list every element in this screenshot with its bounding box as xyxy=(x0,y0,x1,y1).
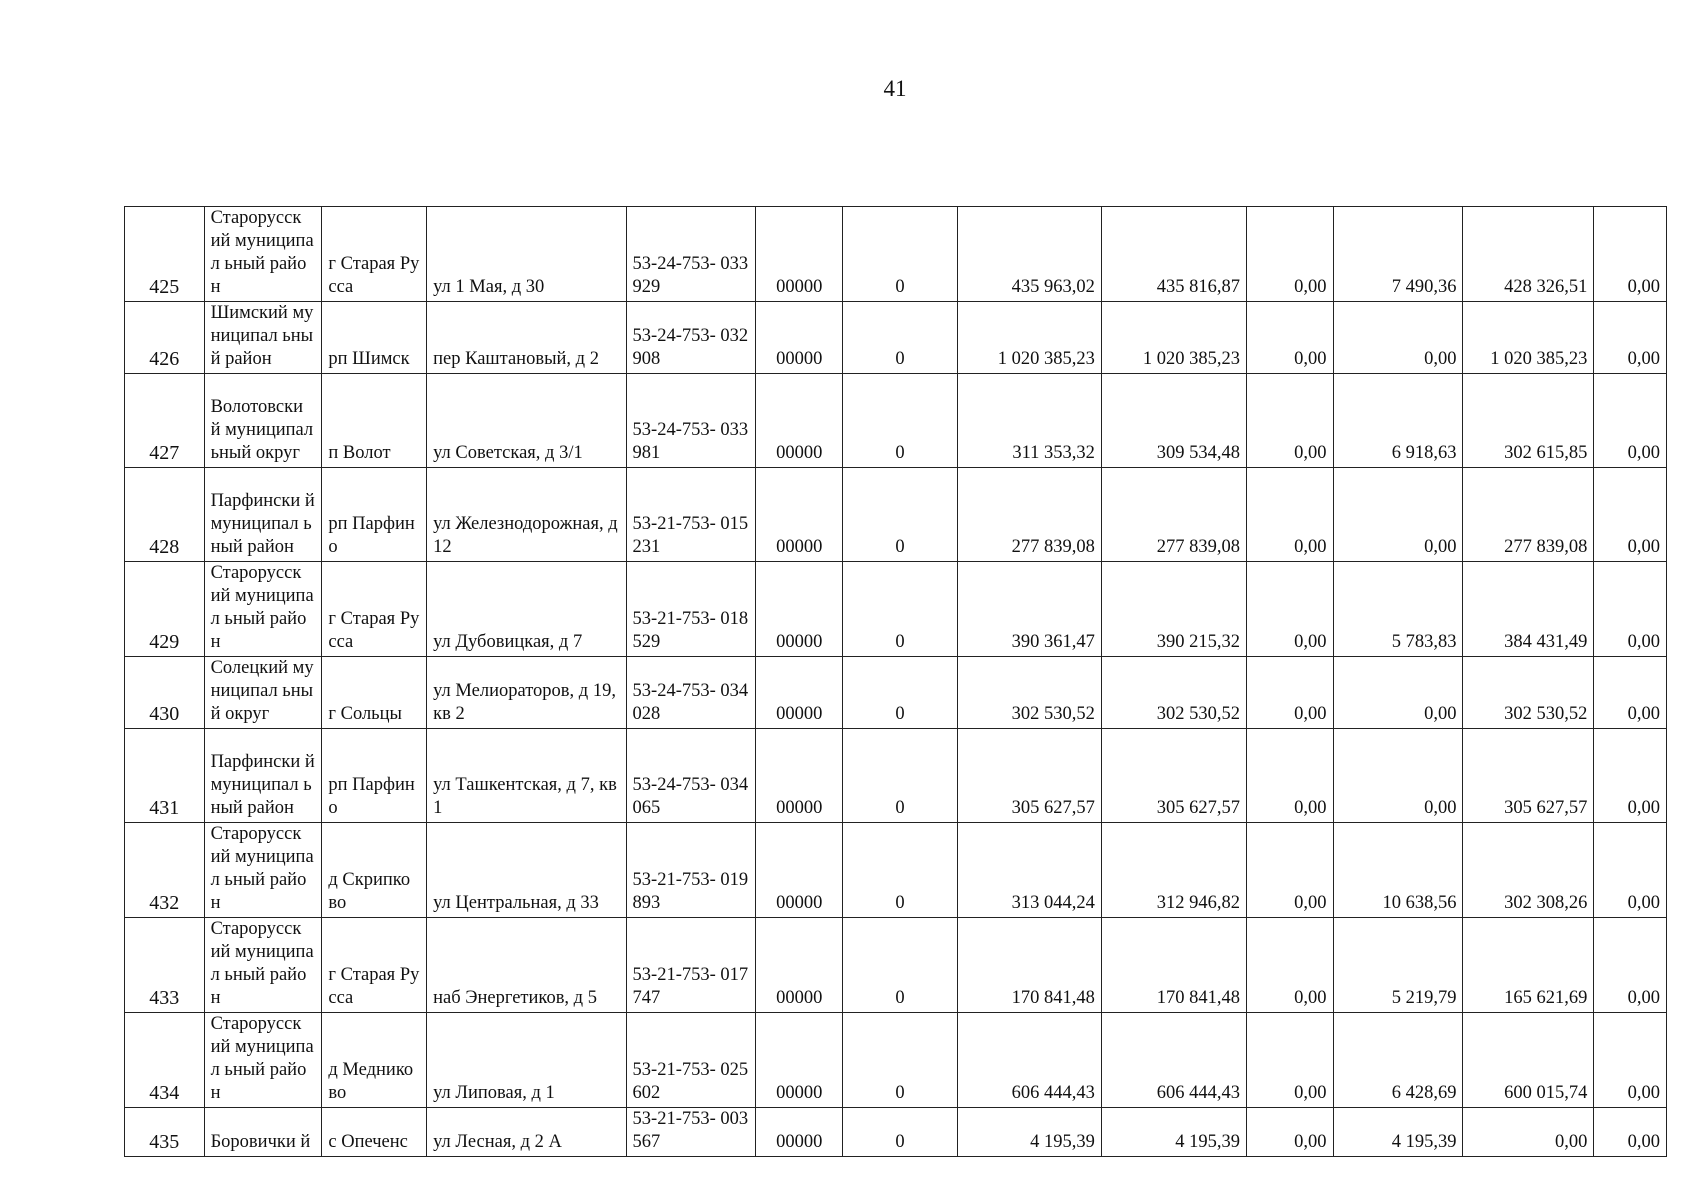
total-amount-cell: 170 841,48 xyxy=(957,918,1101,1013)
amount-2-cell: 0,00 xyxy=(1246,823,1333,918)
locality-cell: рп Парфино xyxy=(322,468,427,562)
amount-3-cell: 7 490,36 xyxy=(1333,207,1463,302)
amount-2-cell: 0,00 xyxy=(1246,562,1333,657)
registration-number-cell: 53-24-753- 033929 xyxy=(626,207,756,302)
code-cell: 00000 xyxy=(756,729,843,823)
code-cell: 00000 xyxy=(756,468,843,562)
table-row xyxy=(125,1108,1667,1157)
amount-3-cell: 5 219,79 xyxy=(1333,918,1463,1013)
flag-cell: 0 xyxy=(843,1108,958,1157)
registration-number-cell: 53-21-753- 025602 xyxy=(626,1013,756,1108)
code-cell: 00000 xyxy=(756,562,843,657)
total-amount-cell: 311 353,32 xyxy=(957,374,1101,468)
address-cell: ул Мелиораторов, д 19, кв 2 xyxy=(427,657,626,729)
amount-5-cell: 0,00 xyxy=(1594,729,1667,823)
amount-1-cell: 4 195,39 xyxy=(1101,1108,1246,1157)
table-row xyxy=(125,207,1667,302)
locality-cell: г Старая Русса xyxy=(322,207,427,302)
amount-5-cell: 0,00 xyxy=(1594,374,1667,468)
address-cell: ул Лесная, д 2 А xyxy=(427,1108,626,1157)
locality-cell: г Сольцы xyxy=(322,657,427,729)
amount-4-cell: 1 020 385,23 xyxy=(1463,302,1594,374)
registry-table xyxy=(124,206,1667,1157)
amount-1-cell: 435 816,87 xyxy=(1101,207,1246,302)
table-body xyxy=(125,207,1667,1157)
amount-3-cell: 0,00 xyxy=(1333,468,1463,562)
address-cell: ул Липовая, д 1 xyxy=(427,1013,626,1108)
amount-3-cell: 0,00 xyxy=(1333,729,1463,823)
amount-3-cell: 0,00 xyxy=(1333,302,1463,374)
locality-cell: д Скрипко во xyxy=(322,823,427,918)
amount-2-cell: 0,00 xyxy=(1246,657,1333,729)
address-cell: наб Энергетиков, д 5 xyxy=(427,918,626,1013)
registration-number-cell: 53-24-753- 032908 xyxy=(626,302,756,374)
district-cell: Боровички й xyxy=(204,1108,322,1157)
total-amount-cell: 302 530,52 xyxy=(957,657,1101,729)
table-row xyxy=(125,562,1667,657)
code-cell: 00000 xyxy=(756,207,843,302)
registration-number-cell: 53-21-753- 018529 xyxy=(626,562,756,657)
amount-4-cell: 0,00 xyxy=(1463,1108,1594,1157)
district-cell: Старорусск ий муниципал ьный район xyxy=(204,562,322,657)
address-cell: ул 1 Мая, д 30 xyxy=(427,207,626,302)
district-cell: Парфински й муниципал ьный район xyxy=(204,729,322,823)
flag-cell: 0 xyxy=(843,918,958,1013)
amount-1-cell: 305 627,57 xyxy=(1101,729,1246,823)
code-cell: 00000 xyxy=(756,1013,843,1108)
registration-number-cell: 53-21-753- 003567 xyxy=(626,1108,756,1157)
locality-cell: рп Парфино xyxy=(322,729,427,823)
amount-4-cell: 384 431,49 xyxy=(1463,562,1594,657)
amount-5-cell: 0,00 xyxy=(1594,207,1667,302)
amount-4-cell: 302 530,52 xyxy=(1463,657,1594,729)
address-cell: ул Советская, д 3/1 xyxy=(427,374,626,468)
row-number: 428 xyxy=(125,468,205,562)
registration-number-cell: 53-24-753- 034028 xyxy=(626,657,756,729)
address-cell: пер Каштановый, д 2 xyxy=(427,302,626,374)
amount-5-cell: 0,00 xyxy=(1594,823,1667,918)
table-row xyxy=(125,374,1667,468)
flag-cell: 0 xyxy=(843,657,958,729)
amount-2-cell: 0,00 xyxy=(1246,1108,1333,1157)
district-cell: Парфински й муниципал ьный район xyxy=(204,468,322,562)
amount-3-cell: 10 638,56 xyxy=(1333,823,1463,918)
district-cell: Волотовски й муниципал ьный округ xyxy=(204,374,322,468)
locality-cell: г Старая Русса xyxy=(322,918,427,1013)
amount-2-cell: 0,00 xyxy=(1246,468,1333,562)
code-cell: 00000 xyxy=(756,302,843,374)
amount-1-cell: 277 839,08 xyxy=(1101,468,1246,562)
flag-cell: 0 xyxy=(843,302,958,374)
amount-1-cell: 309 534,48 xyxy=(1101,374,1246,468)
code-cell: 00000 xyxy=(756,657,843,729)
amount-4-cell: 302 615,85 xyxy=(1463,374,1594,468)
table-row xyxy=(125,468,1667,562)
amount-4-cell: 305 627,57 xyxy=(1463,729,1594,823)
total-amount-cell: 313 044,24 xyxy=(957,823,1101,918)
district-cell: Шимский муниципал ьный район xyxy=(204,302,322,374)
amount-1-cell: 170 841,48 xyxy=(1101,918,1246,1013)
amount-4-cell: 302 308,26 xyxy=(1463,823,1594,918)
total-amount-cell: 1 020 385,23 xyxy=(957,302,1101,374)
total-amount-cell: 305 627,57 xyxy=(957,729,1101,823)
amount-5-cell: 0,00 xyxy=(1594,918,1667,1013)
district-cell: Старорусск ий муниципал ьный район xyxy=(204,207,322,302)
total-amount-cell: 277 839,08 xyxy=(957,468,1101,562)
row-number: 425 xyxy=(125,207,205,302)
row-number: 429 xyxy=(125,562,205,657)
total-amount-cell: 390 361,47 xyxy=(957,562,1101,657)
row-number: 431 xyxy=(125,729,205,823)
table-row xyxy=(125,657,1667,729)
total-amount-cell: 435 963,02 xyxy=(957,207,1101,302)
locality-cell: г Старая Русса xyxy=(322,562,427,657)
code-cell: 00000 xyxy=(756,823,843,918)
amount-3-cell: 4 195,39 xyxy=(1333,1108,1463,1157)
district-cell: Солецкий муниципал ьный округ xyxy=(204,657,322,729)
table-row xyxy=(125,1013,1667,1108)
locality-cell: с Опеченс xyxy=(322,1108,427,1157)
total-amount-cell: 606 444,43 xyxy=(957,1013,1101,1108)
code-cell: 00000 xyxy=(756,374,843,468)
row-number: 432 xyxy=(125,823,205,918)
table-row xyxy=(125,823,1667,918)
registration-number-cell: 53-21-753- 017747 xyxy=(626,918,756,1013)
address-cell: ул Дубовицкая, д 7 xyxy=(427,562,626,657)
amount-3-cell: 5 783,83 xyxy=(1333,562,1463,657)
district-cell: Старорусск ий муниципал ьный район xyxy=(204,1013,322,1108)
amount-2-cell: 0,00 xyxy=(1246,729,1333,823)
total-amount-cell: 4 195,39 xyxy=(957,1108,1101,1157)
amount-5-cell: 0,00 xyxy=(1594,1108,1667,1157)
amount-2-cell: 0,00 xyxy=(1246,207,1333,302)
amount-5-cell: 0,00 xyxy=(1594,657,1667,729)
row-number: 426 xyxy=(125,302,205,374)
amount-1-cell: 1 020 385,23 xyxy=(1101,302,1246,374)
amount-2-cell: 0,00 xyxy=(1246,374,1333,468)
amount-4-cell: 165 621,69 xyxy=(1463,918,1594,1013)
table-row xyxy=(125,729,1667,823)
flag-cell: 0 xyxy=(843,207,958,302)
registration-number-cell: 53-24-753- 034065 xyxy=(626,729,756,823)
code-cell: 00000 xyxy=(756,918,843,1013)
locality-cell: рп Шимск xyxy=(322,302,427,374)
row-number: 427 xyxy=(125,374,205,468)
registration-number-cell: 53-21-753- 019893 xyxy=(626,823,756,918)
row-number: 433 xyxy=(125,918,205,1013)
amount-4-cell: 600 015,74 xyxy=(1463,1013,1594,1108)
page-number: 41 xyxy=(883,76,907,101)
flag-cell: 0 xyxy=(843,1013,958,1108)
code-cell: 00000 xyxy=(756,1108,843,1157)
table-row xyxy=(125,302,1667,374)
row-number: 434 xyxy=(125,1013,205,1108)
amount-2-cell: 0,00 xyxy=(1246,302,1333,374)
district-cell: Старорусск ий муниципал ьный район xyxy=(204,918,322,1013)
amount-5-cell: 0,00 xyxy=(1594,1013,1667,1108)
amount-4-cell: 428 326,51 xyxy=(1463,207,1594,302)
amount-5-cell: 0,00 xyxy=(1594,468,1667,562)
amount-2-cell: 0,00 xyxy=(1246,1013,1333,1108)
district-cell: Старорусск ий муниципал ьный район xyxy=(204,823,322,918)
address-cell: ул Железнодорожная, д 12 xyxy=(427,468,626,562)
amount-1-cell: 302 530,52 xyxy=(1101,657,1246,729)
row-number: 430 xyxy=(125,657,205,729)
address-cell: ул Ташкентская, д 7, кв 1 xyxy=(427,729,626,823)
amount-2-cell: 0,00 xyxy=(1246,918,1333,1013)
registration-number-cell: 53-21-753- 015231 xyxy=(626,468,756,562)
flag-cell: 0 xyxy=(843,374,958,468)
registration-number-cell: 53-24-753- 033981 xyxy=(626,374,756,468)
flag-cell: 0 xyxy=(843,468,958,562)
amount-3-cell: 0,00 xyxy=(1333,657,1463,729)
flag-cell: 0 xyxy=(843,729,958,823)
amount-4-cell: 277 839,08 xyxy=(1463,468,1594,562)
table-row xyxy=(125,918,1667,1013)
amount-5-cell: 0,00 xyxy=(1594,302,1667,374)
flag-cell: 0 xyxy=(843,823,958,918)
amount-1-cell: 312 946,82 xyxy=(1101,823,1246,918)
address-cell: ул Центральная, д 33 xyxy=(427,823,626,918)
amount-5-cell: 0,00 xyxy=(1594,562,1667,657)
amount-3-cell: 6 918,63 xyxy=(1333,374,1463,468)
amount-3-cell: 6 428,69 xyxy=(1333,1013,1463,1108)
amount-1-cell: 606 444,43 xyxy=(1101,1013,1246,1108)
locality-cell: д Меднико во xyxy=(322,1013,427,1108)
row-number: 435 xyxy=(125,1108,205,1157)
amount-1-cell: 390 215,32 xyxy=(1101,562,1246,657)
flag-cell: 0 xyxy=(843,562,958,657)
locality-cell: п Волот xyxy=(322,374,427,468)
